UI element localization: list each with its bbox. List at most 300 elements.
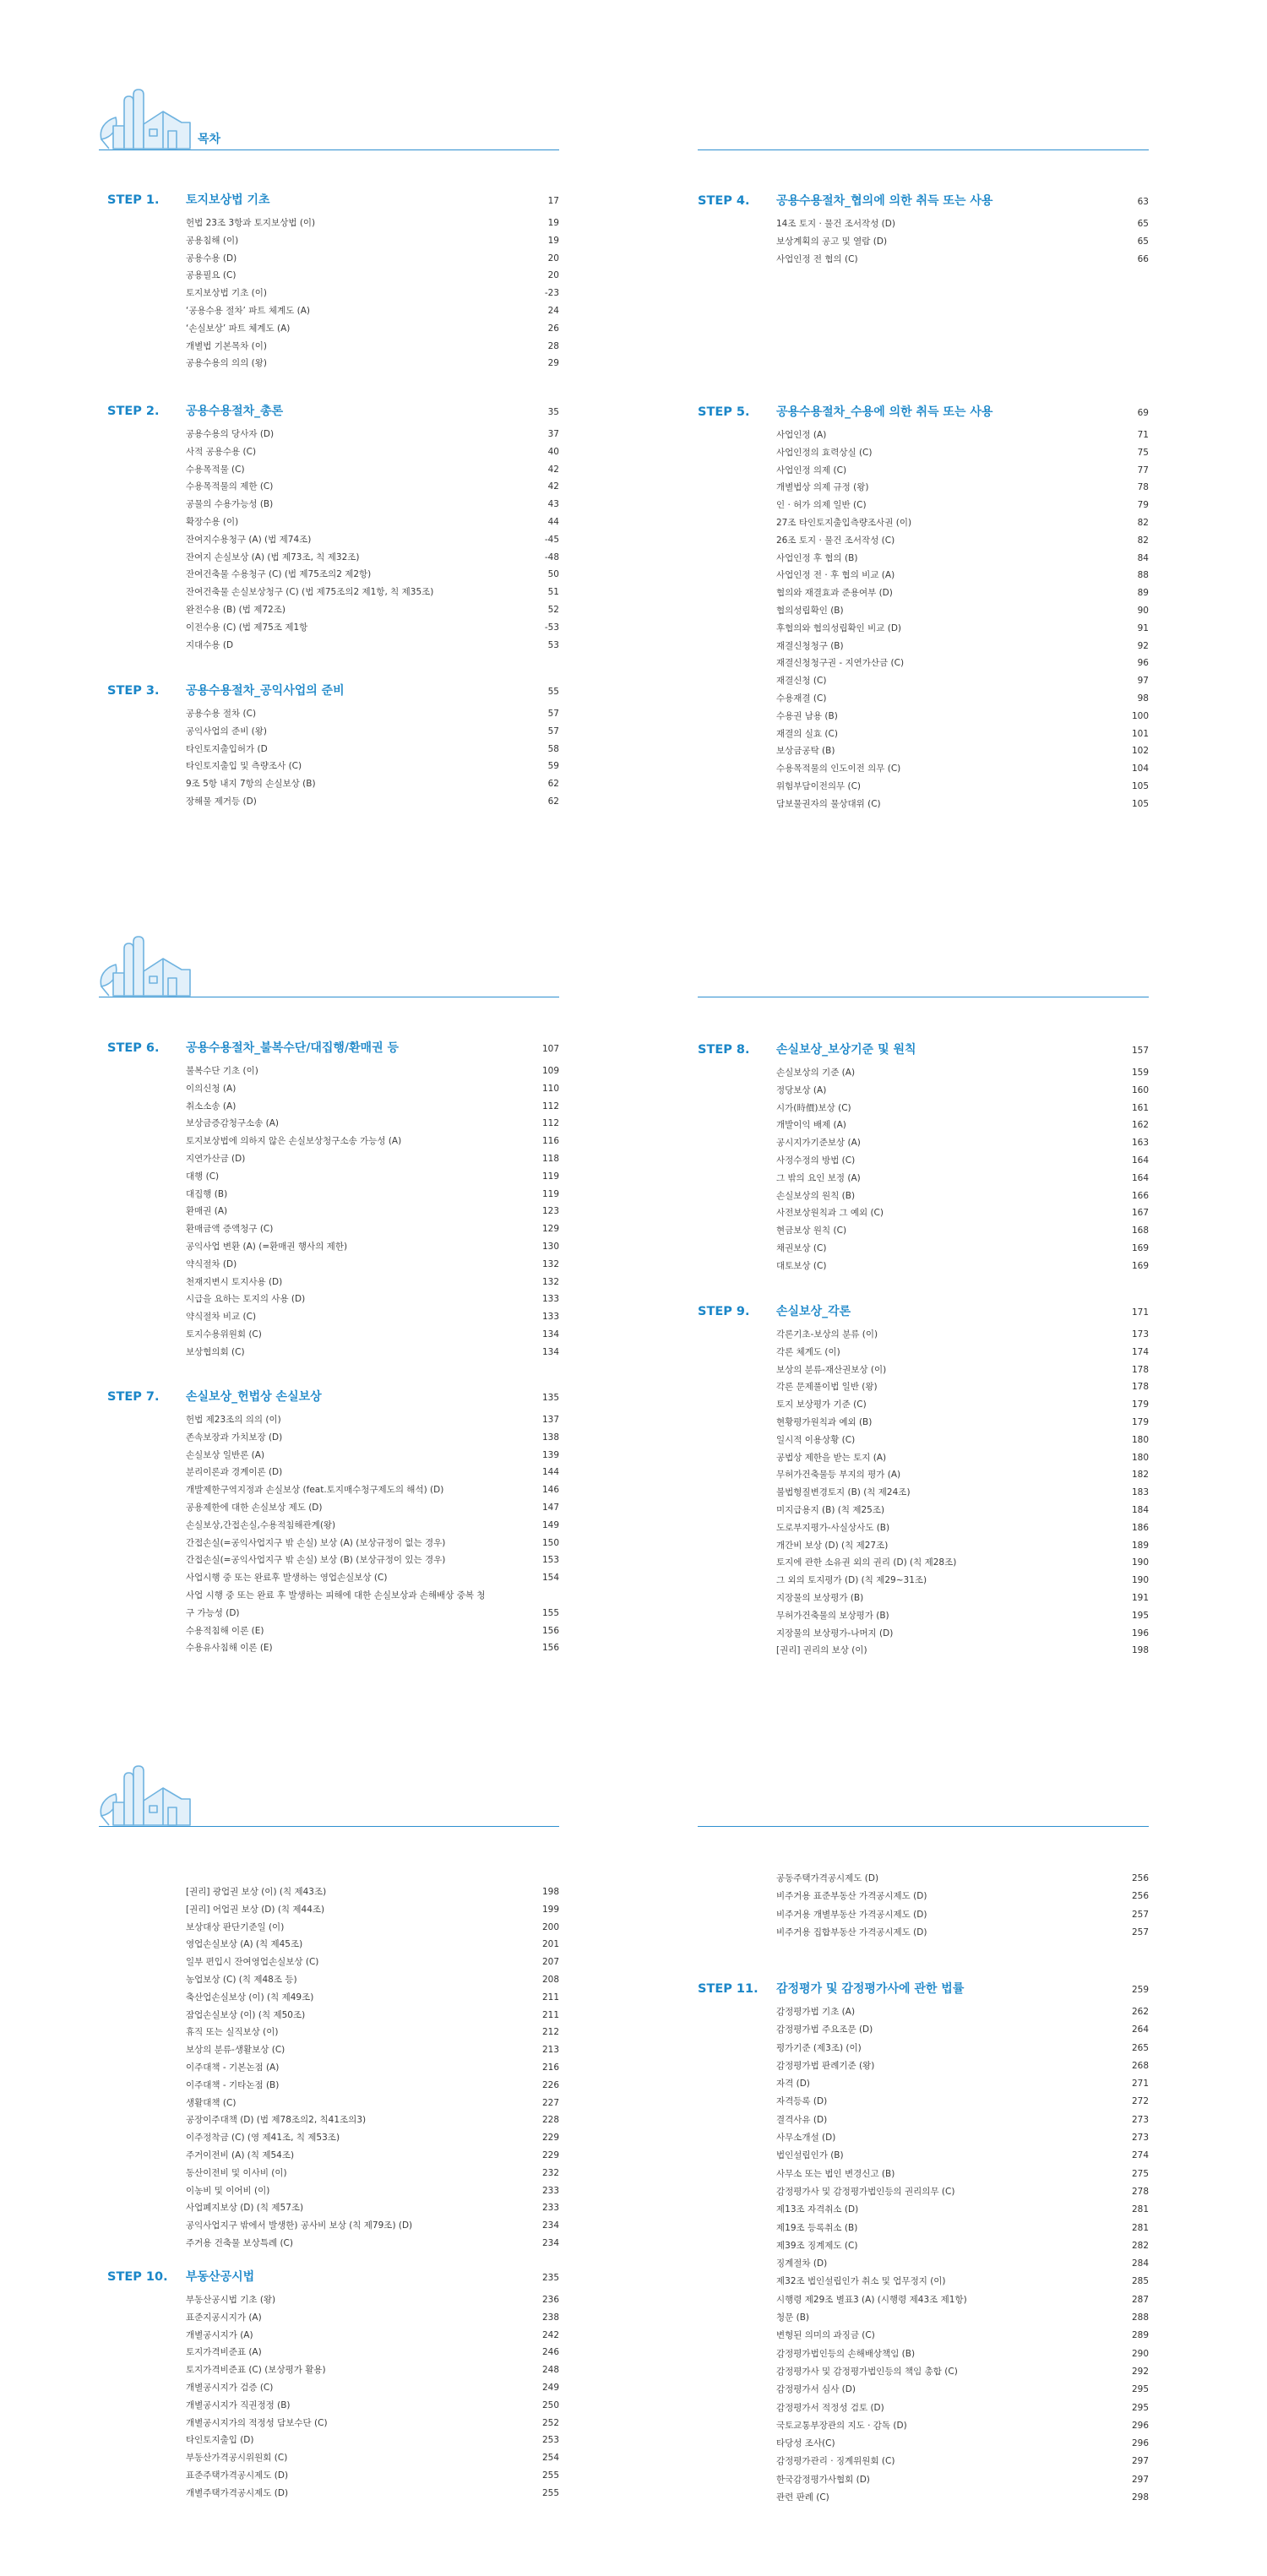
toc-entry bbox=[776, 1152, 1149, 1170]
toc-entry-page-number: 179 bbox=[1131, 1399, 1149, 1410]
toc-entry bbox=[186, 2095, 559, 2112]
toc-entry-page-number: 123 bbox=[541, 1206, 559, 1217]
toc-entry bbox=[186, 2415, 559, 2432]
toc-entry-list bbox=[107, 705, 559, 811]
toc-entry-title: 공법상 제한을 받는 토지 (A) bbox=[776, 1452, 887, 1463]
toc-entry-title: 존속보장과 가치보장 (D) bbox=[186, 1432, 283, 1443]
toc-entry-page-number: 183 bbox=[1131, 1487, 1149, 1498]
toc-entry-title: 손실보상 일반론 (A) bbox=[186, 1449, 265, 1460]
toc-entry-title: 손실보상,간접손실,수용적침해관계(왕) bbox=[186, 1519, 336, 1530]
toc-entry bbox=[186, 1308, 559, 1326]
toc-entry-page-number: 112 bbox=[541, 1101, 559, 1111]
toc-entry-page-number: 156 bbox=[541, 1625, 559, 1636]
toc-entry-title: 보상금증감청구소송 (A) bbox=[186, 1118, 280, 1129]
toc-entry bbox=[776, 1064, 1149, 1082]
toc-entry-title: 개발이익 배제 (A) bbox=[776, 1120, 846, 1131]
toc-entry-title: 변형된 의미의 과징금 (C) bbox=[776, 2330, 875, 2341]
toc-entry-page-number: 253 bbox=[541, 2435, 559, 2446]
step-page-number: 17 bbox=[547, 196, 559, 206]
toc-entry-title: 이의신청 (A) bbox=[186, 1083, 237, 1094]
header-divider-left bbox=[99, 1826, 559, 1827]
toc-entry-page-number: 190 bbox=[1131, 1575, 1149, 1586]
toc-entry bbox=[776, 1396, 1149, 1414]
toc-entry-title: 수용재결 (C) bbox=[776, 693, 827, 704]
header-divider-right bbox=[698, 1826, 1149, 1827]
toc-entry-title: 간접손실(=공익사업지구 밖 손실) 보상 (B) (보상규정이 있는 경우) bbox=[186, 1555, 446, 1566]
toc-entry-page-number: 249 bbox=[541, 2382, 559, 2393]
step-page-number: 135 bbox=[541, 1393, 559, 1403]
toc-entry-title: 헌법 제23조의 의의 (이) bbox=[186, 1415, 281, 1425]
toc-entry-title: 보상협의회 (C) bbox=[186, 1346, 245, 1357]
toc-entry-page-number: 242 bbox=[541, 2329, 559, 2340]
toc-entry-title: 공용수용의 당사자 (D) bbox=[186, 429, 275, 439]
toc-entry-title: 비주거용 표준부동산 가격공시제도 (D) bbox=[776, 1891, 927, 1902]
toc-entry-title: 일부 편입시 잔여영업손실보상 (C) bbox=[186, 1957, 319, 1968]
toc-entry-title: 개발제한구역지정과 손실보상 (feat.토지매수청구제도의 해석) (D) bbox=[186, 1485, 444, 1496]
toc-entry-title: 분리이론과 경계이론 (D) bbox=[186, 1467, 283, 1478]
toc-entry-title: 보상대상 판단기준일 (이) bbox=[186, 1921, 285, 1932]
toc-entry-title: 토지 보상평가 기준 (C) bbox=[776, 1399, 867, 1410]
toc-entry bbox=[776, 251, 1149, 269]
toc-entry bbox=[776, 444, 1149, 462]
toc-entry-title: 토지보상법 기초 (이) bbox=[186, 288, 268, 299]
toc-section bbox=[107, 1388, 559, 1657]
toc-entry bbox=[186, 2077, 559, 2095]
toc-entry-title: 축산업손실보상 (이) (칙 제49조) bbox=[186, 1992, 314, 2003]
toc-section bbox=[107, 682, 559, 811]
toc-entry-title: 손실보상의 기준 (A) bbox=[776, 1068, 856, 1078]
toc-entry-title: 영업손실보상 (A) (칙 제45조) bbox=[186, 1939, 303, 1950]
toc-entry-page-number: 255 bbox=[541, 2487, 559, 2498]
toc-entry-page-number: 134 bbox=[541, 1346, 559, 1357]
step-page-number: 259 bbox=[1131, 1985, 1149, 1995]
toc-entry-page-number: 42 bbox=[547, 481, 559, 492]
toc-entry-title: 감정평가관리 · 징계위원회 (C) bbox=[776, 2456, 895, 2467]
toc-entry-page-number: 116 bbox=[541, 1136, 559, 1147]
toc-entry bbox=[186, 1936, 559, 1954]
toc-entry-list bbox=[107, 1411, 559, 1657]
toc-entry-title: 공장이주대책 (D) (법 제78조의2, 칙41조의3) bbox=[186, 2115, 367, 2126]
toc-entry bbox=[186, 1238, 559, 1256]
toc-entry-title: 공익사업의 준비 (왕) bbox=[186, 726, 268, 736]
toc-entry bbox=[776, 2435, 1149, 2453]
toc-entry bbox=[776, 2237, 1149, 2255]
toc-entry-title: 공시지가기준보상 (A) bbox=[776, 1138, 861, 1149]
toc-entry bbox=[776, 760, 1149, 778]
toc-entry-page-number: 57 bbox=[547, 709, 559, 719]
toc-entry bbox=[186, 2217, 559, 2235]
toc-entry-title: 장해물 제거등 (D) bbox=[186, 796, 257, 807]
toc-entry bbox=[186, 1203, 559, 1220]
toc-entry bbox=[186, 1344, 559, 1361]
step-page-number: 55 bbox=[547, 687, 559, 697]
toc-entry bbox=[776, 638, 1149, 655]
toc-entry bbox=[776, 2453, 1149, 2470]
toc-section bbox=[107, 191, 559, 372]
header-divider-right bbox=[698, 149, 1149, 150]
toc-entry-title: 공동주택가격공시제도 (D) bbox=[776, 1873, 879, 1883]
toc-entry-title: 완전수용 (B) (법 제72조) bbox=[186, 604, 285, 615]
toc-entry-page-number: 119 bbox=[541, 1188, 559, 1199]
toc-entry bbox=[776, 1519, 1149, 1537]
toc-entry-title: 감정평가법 기초 (A) bbox=[776, 2007, 856, 2017]
toc-entry-page-number: 62 bbox=[547, 796, 559, 807]
building-illustration-icon bbox=[99, 1765, 192, 1826]
toc-entry bbox=[776, 778, 1149, 796]
toc-entry bbox=[776, 479, 1149, 497]
toc-entry bbox=[186, 2432, 559, 2449]
step-label: STEP 2. bbox=[107, 405, 160, 418]
toc-entry-title: 보상의 분류-재산권보상 (이) bbox=[776, 1364, 887, 1375]
toc-entry bbox=[186, 250, 559, 268]
toc-entry bbox=[186, 1971, 559, 1989]
toc-entry-page-number: 161 bbox=[1131, 1102, 1149, 1113]
toc-entry-page-number: 238 bbox=[541, 2312, 559, 2323]
toc-entry-title: 개별공시지가 (A) bbox=[186, 2329, 253, 2340]
toc-entry bbox=[186, 2379, 559, 2397]
toc-entry-title: ‘손실보상’ 파트 체계도 (A) bbox=[186, 323, 291, 334]
toc-entry-title: 타인토지출입허가 (D bbox=[186, 743, 268, 754]
toc-entry bbox=[776, 1326, 1149, 1344]
toc-entry-title: 표준지공시지가 (A) bbox=[186, 2312, 262, 2323]
toc-entry bbox=[186, 285, 559, 302]
toc-entry-page-number: -23 bbox=[544, 288, 559, 299]
toc-entry bbox=[776, 2201, 1149, 2219]
toc-entry-page-number: 96 bbox=[1137, 658, 1149, 669]
toc-entry-title: 토지에 관한 소유권 외의 권리 (D) (칙 제28조) bbox=[776, 1557, 957, 1568]
toc-entry-title: 수용목적물의 인도이전 의무 (C) bbox=[776, 764, 901, 774]
toc-entry-page-number: 198 bbox=[1131, 1645, 1149, 1656]
toc-entry-title: 사업인정 (A) bbox=[776, 430, 827, 440]
toc-entry bbox=[776, 690, 1149, 708]
toc-entry-page-number: 42 bbox=[547, 464, 559, 475]
toc-entry-page-number: -48 bbox=[544, 552, 559, 562]
toc-entry-page-number: 180 bbox=[1131, 1434, 1149, 1445]
toc-entry-page-number: 262 bbox=[1131, 2007, 1149, 2017]
toc-entry bbox=[776, 672, 1149, 690]
toc-entry-page-number: 228 bbox=[541, 2115, 559, 2126]
toc-entry bbox=[186, 793, 559, 811]
toc-entry bbox=[186, 1447, 559, 1465]
toc-entry-title: 개별법상 의제 규정 (왕) bbox=[776, 482, 869, 493]
toc-entry-page-number: 233 bbox=[541, 2185, 559, 2196]
toc-entry-page-number: 190 bbox=[1131, 1557, 1149, 1568]
step-title: 공용수용절차_수용에 의한 취득 또는 사용 bbox=[776, 405, 993, 419]
toc-entry-page-number: 196 bbox=[1131, 1628, 1149, 1639]
toc-entry bbox=[186, 531, 559, 549]
toc-entry-title: 보상의 분류-생활보상 (C) bbox=[186, 2045, 285, 2056]
toc-entry-page-number: 295 bbox=[1131, 2402, 1149, 2413]
toc-entry bbox=[776, 2183, 1149, 2201]
toc-entry bbox=[186, 2182, 559, 2200]
toc-entry-title: 확장수용 (이) bbox=[186, 516, 239, 527]
toc-entry-title: 간접손실(=공익사업지구 밖 손실) 보상 (A) (보상규정이 없는 경우) bbox=[186, 1537, 446, 1548]
toc-entry bbox=[776, 1484, 1149, 1502]
toc-entry bbox=[186, 2344, 559, 2361]
toc-entry-title: 담보물권자의 물상대위 (C) bbox=[776, 798, 881, 809]
toc-entry-page-number: 234 bbox=[541, 2237, 559, 2248]
toc-entry bbox=[186, 1411, 559, 1429]
toc-entry-page-number: 268 bbox=[1131, 2060, 1149, 2071]
toc-entry-title: 채권보상 (C) bbox=[776, 1242, 827, 1253]
toc-entry bbox=[776, 1432, 1149, 1449]
step-title: 공용수용절차_총론 bbox=[186, 405, 284, 418]
toc-entry bbox=[186, 2041, 559, 2059]
toc-entry-title: 보상금공탁 (B) bbox=[776, 746, 835, 757]
toc-entry-title: 재결신청 (C) bbox=[776, 676, 827, 687]
toc-entry-page-number: 98 bbox=[1137, 693, 1149, 704]
toc-entry-page-number: 169 bbox=[1131, 1242, 1149, 1253]
toc-entry-page-number: 51 bbox=[547, 587, 559, 598]
toc-entry bbox=[776, 2075, 1149, 2093]
toc-entry-title: 공용침해 (이) bbox=[186, 235, 239, 246]
toc-section bbox=[698, 1302, 1149, 1660]
toc-entry bbox=[186, 355, 559, 372]
toc-entry-page-number: 227 bbox=[541, 2097, 559, 2108]
toc-entry-page-number: 105 bbox=[1131, 798, 1149, 809]
step-title: 감정평가 및 감정평가사에 관한 법률 bbox=[776, 1982, 965, 1996]
toc-entry-title: 인 · 허가 의제 일반 (C) bbox=[776, 500, 867, 511]
toc-entry-page-number: 257 bbox=[1131, 1927, 1149, 1937]
toc-entry bbox=[186, 215, 559, 232]
toc-entry bbox=[186, 1499, 559, 1517]
toc-entry bbox=[186, 549, 559, 567]
toc-entry-page-number: 178 bbox=[1131, 1364, 1149, 1375]
toc-entry-page-number: 207 bbox=[541, 1957, 559, 1968]
toc-entry-title: 재결신청청구 (B) bbox=[776, 640, 844, 651]
toc-entry-title: 사업시행 중 또는 완료후 발생하는 영업손실보상 (C) bbox=[186, 1573, 388, 1584]
toc-entry-page-number: 29 bbox=[547, 358, 559, 369]
toc-entry bbox=[186, 267, 559, 285]
toc-entry-page-number: 287 bbox=[1131, 2294, 1149, 2305]
toc-entry-title: 시행령 제29조 별표3 (A) (시행령 제43조 제1항) bbox=[776, 2294, 967, 2305]
toc-entry bbox=[776, 1502, 1149, 1519]
toc-entry bbox=[776, 1906, 1149, 1924]
toc-step-header bbox=[107, 402, 559, 421]
toc-entry bbox=[186, 1098, 559, 1116]
toc-entry-page-number: 289 bbox=[1131, 2330, 1149, 2341]
toc-entry bbox=[186, 2309, 559, 2327]
toc-entry bbox=[776, 2003, 1149, 2021]
toc-entry bbox=[186, 1901, 559, 1919]
toc-entry bbox=[776, 2309, 1149, 2327]
toc-entry-page-number: 273 bbox=[1131, 2133, 1149, 2144]
toc-entry-page-number: 211 bbox=[541, 1992, 559, 2003]
toc-entry bbox=[186, 2361, 559, 2379]
toc-entry-page-number: 166 bbox=[1131, 1190, 1149, 1201]
toc-entry-title: 주거이전비 (A) (칙 제54조) bbox=[186, 2149, 295, 2160]
toc-entry-title: 불복수단 기초 (이) bbox=[186, 1066, 258, 1076]
toc-entry bbox=[186, 2397, 559, 2415]
toc-entry-page-number: 282 bbox=[1131, 2240, 1149, 2251]
toc-entry bbox=[776, 2291, 1149, 2309]
toc-entry bbox=[776, 1240, 1149, 1258]
toc-entry bbox=[776, 1590, 1149, 1607]
toc-entry-page-number: 149 bbox=[541, 1519, 559, 1530]
toc-entry-page-number: 296 bbox=[1131, 2438, 1149, 2449]
step-title: 손실보상_헌법상 손실보상 bbox=[186, 1390, 322, 1404]
toc-entry-title: 사업 시행 중 또는 완료 후 발생하는 피해에 대한 손실보상과 손해배상 중복 청 구 가능성 (D) bbox=[186, 1590, 486, 1618]
toc-entry-title: 휴직 또는 실직보상 (이) bbox=[186, 2027, 279, 2038]
toc-entry-title: 약식절차 비교 (C) bbox=[186, 1312, 257, 1323]
toc-entry bbox=[186, 1133, 559, 1150]
toc-entry bbox=[776, 2093, 1149, 2111]
toc-entry-title: 토지보상법에 의하지 않은 손실보상청구소송 가능성 (A) bbox=[186, 1136, 402, 1147]
toc-entry-title: 미지급용지 (B) (칙 제25조) bbox=[776, 1504, 885, 1515]
toc-entry-page-number: 119 bbox=[541, 1171, 559, 1182]
toc-entry-page-number: 255 bbox=[541, 2470, 559, 2481]
toc-entry-page-number: 213 bbox=[541, 2045, 559, 2056]
toc-section bbox=[698, 1870, 1149, 1942]
toc-entry-title: 이농비 및 이어비 (이) bbox=[186, 2185, 270, 2196]
toc-entry-title: 토지가격비준표 (A) bbox=[186, 2347, 262, 2358]
step-title: 손실보상_보상기준 및 원칙 bbox=[776, 1043, 916, 1057]
toc-entry-title: 잔여건축물 손실보상청구 (C) (법 제75조의2 제1항, 칙 제35조) bbox=[186, 587, 434, 598]
toc-entry-page-number: 174 bbox=[1131, 1346, 1149, 1357]
toc-entry-title: 지장물의 보상평가 (B) bbox=[776, 1592, 864, 1603]
toc-entry-title: 대행 (C) bbox=[186, 1171, 220, 1182]
toc-entry-title: 헌법 23조 3항과 토지보상법 (이) bbox=[186, 218, 316, 228]
toc-entry-title: 감정평가서 심사 (D) bbox=[776, 2384, 856, 2395]
toc-entry bbox=[776, 620, 1149, 638]
toc-entry-title: 주거용 건축물 보상특례 (C) bbox=[186, 2237, 293, 2248]
toc-entry bbox=[776, 2111, 1149, 2129]
step-page-number: 157 bbox=[1131, 1046, 1149, 1056]
toc-entry bbox=[776, 550, 1149, 568]
toc-entry-page-number: 100 bbox=[1131, 710, 1149, 721]
toc-entry-title: 관련 판례 (C) bbox=[776, 2492, 829, 2503]
toc-entry-title: 잔여지수용청구 (A) (법 제74조) bbox=[186, 534, 312, 545]
toc-entry-page-number: 101 bbox=[1131, 728, 1149, 739]
toc-entry-page-number: 37 bbox=[547, 429, 559, 439]
toc-entry-page-number: 295 bbox=[1131, 2384, 1149, 2395]
toc-entry-title: 공용수용의 의의 (왕) bbox=[186, 358, 268, 369]
toc-entry bbox=[186, 2327, 559, 2345]
toc-entry-page-number: 229 bbox=[541, 2133, 559, 2144]
toc-entry-page-number: 156 bbox=[541, 1643, 559, 1654]
toc-entry-list bbox=[107, 1062, 559, 1361]
toc-entry-title: 사업폐지보상 (D) (칙 제57조) bbox=[186, 2203, 304, 2214]
toc-entry-page-number: 164 bbox=[1131, 1155, 1149, 1166]
toc-entry-page-number: 250 bbox=[541, 2399, 559, 2410]
toc-entry-title: 현황평가원칙과 예외 (B) bbox=[776, 1416, 873, 1427]
toc-entry-title: 수용유사침해 이론 (E) bbox=[186, 1643, 273, 1654]
toc-entry-title: 평가기준 (제3조) (이) bbox=[776, 2042, 862, 2053]
toc-entry-title: 징계절차 (D) bbox=[776, 2258, 828, 2269]
toc-entry-page-number: 137 bbox=[541, 1415, 559, 1425]
toc-entry-page-number: 254 bbox=[541, 2453, 559, 2464]
toc-entry-title: 수용권 남용 (B) bbox=[776, 710, 838, 721]
toc-entry-title: 수용목적물의 제한 (C) bbox=[186, 481, 274, 492]
toc-entry bbox=[186, 1062, 559, 1080]
toc-entry-page-number: 184 bbox=[1131, 1504, 1149, 1515]
toc-entry-title: [권리] 광업권 보상 (이) (칙 제43조) bbox=[186, 1887, 327, 1897]
toc-entry-title: 정당보상 (A) bbox=[776, 1084, 827, 1095]
toc-entry-title: 감정평가법 주요조문 (D) bbox=[776, 2024, 873, 2035]
toc-entry-page-number: 26 bbox=[547, 323, 559, 334]
toc-entry-page-number: 182 bbox=[1131, 1470, 1149, 1481]
step-label: STEP 5. bbox=[698, 405, 750, 419]
toc-entry-title: 이전수용 (C) (법 제75조 제1항 bbox=[186, 622, 308, 633]
toc-entry-title: 감정평가사 및 감정평가법인등의 권리의무 (C) bbox=[776, 2186, 955, 2197]
step-page-number: 107 bbox=[541, 1044, 559, 1054]
toc-entry-page-number: 169 bbox=[1131, 1260, 1149, 1271]
toc-entry bbox=[776, 1642, 1149, 1660]
toc-entry-page-number: 50 bbox=[547, 569, 559, 580]
toc-step-header bbox=[107, 2268, 559, 2286]
toc-entry-page-number: 199 bbox=[541, 1904, 559, 1915]
toc-entry-page-number: 162 bbox=[1131, 1120, 1149, 1131]
toc-entry-page-number: 226 bbox=[541, 2079, 559, 2090]
toc-entry-page-number: 297 bbox=[1131, 2474, 1149, 2485]
toc-entry-page-number: 234 bbox=[541, 2220, 559, 2231]
toc-entry-page-number: 132 bbox=[541, 1258, 559, 1269]
toc-entry bbox=[776, 1537, 1149, 1555]
step-label: STEP 11. bbox=[698, 1982, 759, 1996]
step-page-number: 35 bbox=[547, 407, 559, 417]
toc-entry-title: 감정평가법인등의 손해배상책임 (B) bbox=[776, 2348, 916, 2359]
step-label: STEP 3. bbox=[107, 684, 160, 698]
toc-entry-title: 재결신청청구권 - 지연가산금 (C) bbox=[776, 658, 905, 669]
toc-entry-page-number: 20 bbox=[547, 253, 559, 264]
toc-entry-page-number: 53 bbox=[547, 639, 559, 650]
toc-entry bbox=[186, 2147, 559, 2165]
toc-entry bbox=[186, 2129, 559, 2147]
toc-entry-page-number: 281 bbox=[1131, 2222, 1149, 2233]
toc-entry bbox=[186, 1883, 559, 1901]
toc-entry-page-number: 198 bbox=[541, 1887, 559, 1897]
toc-section bbox=[107, 1883, 559, 2253]
toc-entry-title: 사정수정의 방법 (C) bbox=[776, 1155, 856, 1166]
toc-entry bbox=[186, 705, 559, 723]
toc-entry-title: 수용목적물 (C) bbox=[186, 464, 245, 475]
toc-entry bbox=[186, 2165, 559, 2182]
toc-entry bbox=[186, 2199, 559, 2217]
toc-entry-page-number: 44 bbox=[547, 516, 559, 527]
toc-entry-page-number: 153 bbox=[541, 1555, 559, 1566]
toc-entry bbox=[776, 1187, 1149, 1205]
toc-entry bbox=[186, 1256, 559, 1274]
toc-entry-title: 개별주택가격공시제도 (D) bbox=[186, 2487, 289, 2498]
toc-entry bbox=[186, 1622, 559, 1640]
toc-entry bbox=[186, 2024, 559, 2041]
toc-entry bbox=[776, 655, 1149, 672]
toc-entry-page-number: 229 bbox=[541, 2149, 559, 2160]
toc-entry bbox=[186, 1481, 559, 1499]
toc-entry-title: 불법형질변경토지 (B) (칙 제24조) bbox=[776, 1487, 911, 1498]
toc-entry-page-number: 275 bbox=[1131, 2168, 1149, 2179]
toc-entry bbox=[776, 584, 1149, 602]
toc-entry-title: 14조 토지 · 물건 조서작성 (D) bbox=[776, 219, 895, 229]
toc-entry-title: 생활대책 (C) bbox=[186, 2097, 237, 2108]
toc-entry-page-number: -53 bbox=[544, 622, 559, 633]
toc-entry bbox=[776, 1572, 1149, 1590]
toc-step-header bbox=[698, 1302, 1149, 1321]
toc-entry-title: 지연가산금 (D) bbox=[186, 1153, 246, 1164]
toc-entry-title: 사업인정 전 협의 (C) bbox=[776, 253, 858, 264]
step-page-number: 69 bbox=[1137, 408, 1149, 418]
toc-entry-title: 부동산공시법 기초 (왕) bbox=[186, 2295, 276, 2305]
toc-entry-page-number: 160 bbox=[1131, 1084, 1149, 1095]
toc-entry-list bbox=[107, 426, 559, 654]
toc-entry bbox=[186, 1989, 559, 2007]
toc-entry bbox=[186, 2291, 559, 2309]
toc-entry bbox=[776, 1466, 1149, 1484]
toc-entry-title: 일시적 이용상황 (C) bbox=[776, 1434, 856, 1445]
toc-entry-title: 사전보상원칙과 그 예외 (C) bbox=[776, 1208, 884, 1219]
toc-entry-page-number: 248 bbox=[541, 2365, 559, 2376]
toc-entry bbox=[776, 1414, 1149, 1432]
